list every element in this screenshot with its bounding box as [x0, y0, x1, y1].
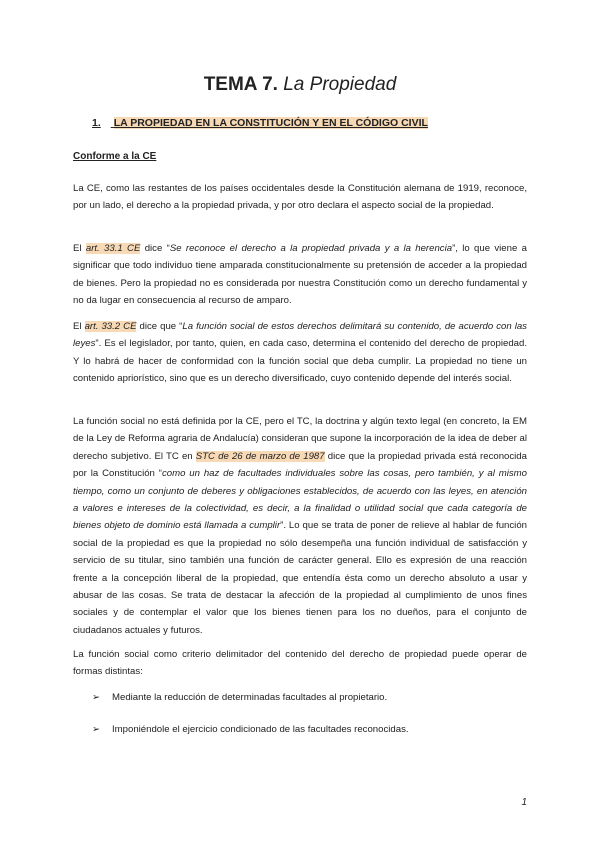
paragraph-1: La CE, como las restantes de los países occidentales desde la Constitución alemana de 1919, reconoce, por un lado, el derecho a la propiedad privada, y por otro declara el aspecto social de la propiedad.	[73, 183, 527, 212]
p3-text-b: dice que “	[136, 321, 183, 332]
section-number: 1.	[92, 117, 101, 129]
p2-text-b: dice “	[140, 243, 170, 254]
paragraph-5: La función social como criterio delimitador del contenido del derecho de propiedad puede operar de formas distintas:	[73, 649, 527, 678]
page-title	[0, 74, 600, 96]
p3-quote: La función social de estos derechos delimitará su contenido, de acuerdo con las leyes	[73, 321, 527, 350]
list-item-text: Mediante la reducción de determinadas facultades al propietario.	[112, 692, 388, 703]
arrow-bullet-icon: ➢	[92, 724, 101, 735]
section-heading	[92, 117, 428, 129]
p4-text-a: La función social no está definida por la CE, pero el TC, la doctrina y algún texto legal (en concreto, la EM de la Ley de Reforma agraria de Andalucía) consideran que supone la incorporación de la idea de deber al derecho subjetivo. El TC en	[73, 416, 527, 462]
list-item-text: Imponiéndole el ejercicio condicionado de las facultades reconocidas.	[112, 724, 409, 735]
subheading: Conforme a la CE	[73, 151, 157, 162]
list-item	[92, 692, 387, 703]
p4-text-b: dice que la propiedad privada está reconocida por la Constitución “	[73, 450, 527, 480]
p3-article-ref: art. 33.2 CE	[84, 321, 137, 332]
title-number: TEMA 7.	[203, 74, 278, 95]
p2-article-ref: art. 33.1 CE	[85, 243, 141, 254]
p4-text-c: ”. Lo que se trata de poner de relieve al hablar de función social de la propiedad es que la propiedad no sólo desempeña una función individual de satisfacción y servicio de su titular, sino también una función de carácter general. Ello es expresión de una reacción frente a la concepción liberal de la propiedad, que entendía ésta como un derecho absoluto a usar y abusar de las cosas. Se trata de destacar la afección de la propiedad al cumplimiento de unos fines sociales y de contemplar el valor que los bienes tienen para los no dueños, para el conjunto de ciudadanos actuales y futuros.	[73, 520, 527, 636]
p2-quote: Se reconoce el derecho a la propiedad privada y a la herencia	[169, 243, 453, 254]
section-title: LA PROPIEDAD EN LA CONSTITUCIÓN Y EN EL CÓDIGO CIVIL	[113, 117, 428, 129]
arrow-bullet-icon: ➢	[92, 692, 101, 703]
p2-text-a: El	[73, 243, 86, 254]
page-number: 1	[521, 797, 527, 808]
paragraph-2	[73, 240, 527, 310]
paragraph-4	[73, 413, 527, 639]
title-topic: La Propiedad	[283, 74, 397, 95]
paragraph-3	[73, 318, 527, 388]
p2-text-c: ”, lo que viene a significar que todo individuo tiene amparada constitucionalmente su pretensión de acceder a la propiedad de bienes. Pero la propiedad no es considerada por nuestra Constitución como un derecho fundamental y no da lugar en consecuencia al recurso de amparo.	[73, 243, 527, 307]
p3-text-a: El	[73, 321, 85, 332]
p4-sentence-ref: STC de 26 de marzo de 1987	[195, 450, 325, 462]
list-item	[92, 724, 409, 735]
p4-quote: como un haz de facultades individuales sobre las cosas, pero también, y al mismo tiempo, como un conjunto de deberes y obligaciones establecidos, de acuerdo con las leyes, en atención a valores e intereses de la colectividad, es decir, a la finalidad o utilidad social que cada categoría de bienes objeto de dominio está llamada a cumplir	[73, 468, 527, 532]
p3-text-c: ”. Es el legislador, por tanto, quien, en cada caso, determina el contenido del derecho de propiedad. Y lo habrá de hacer de conformidad con la función social que deba cumplir. La propiedad no tiene un contenido apriorístico, sino que es un derecho diversificado, cuyo contenido depende del interés social.	[73, 338, 527, 385]
